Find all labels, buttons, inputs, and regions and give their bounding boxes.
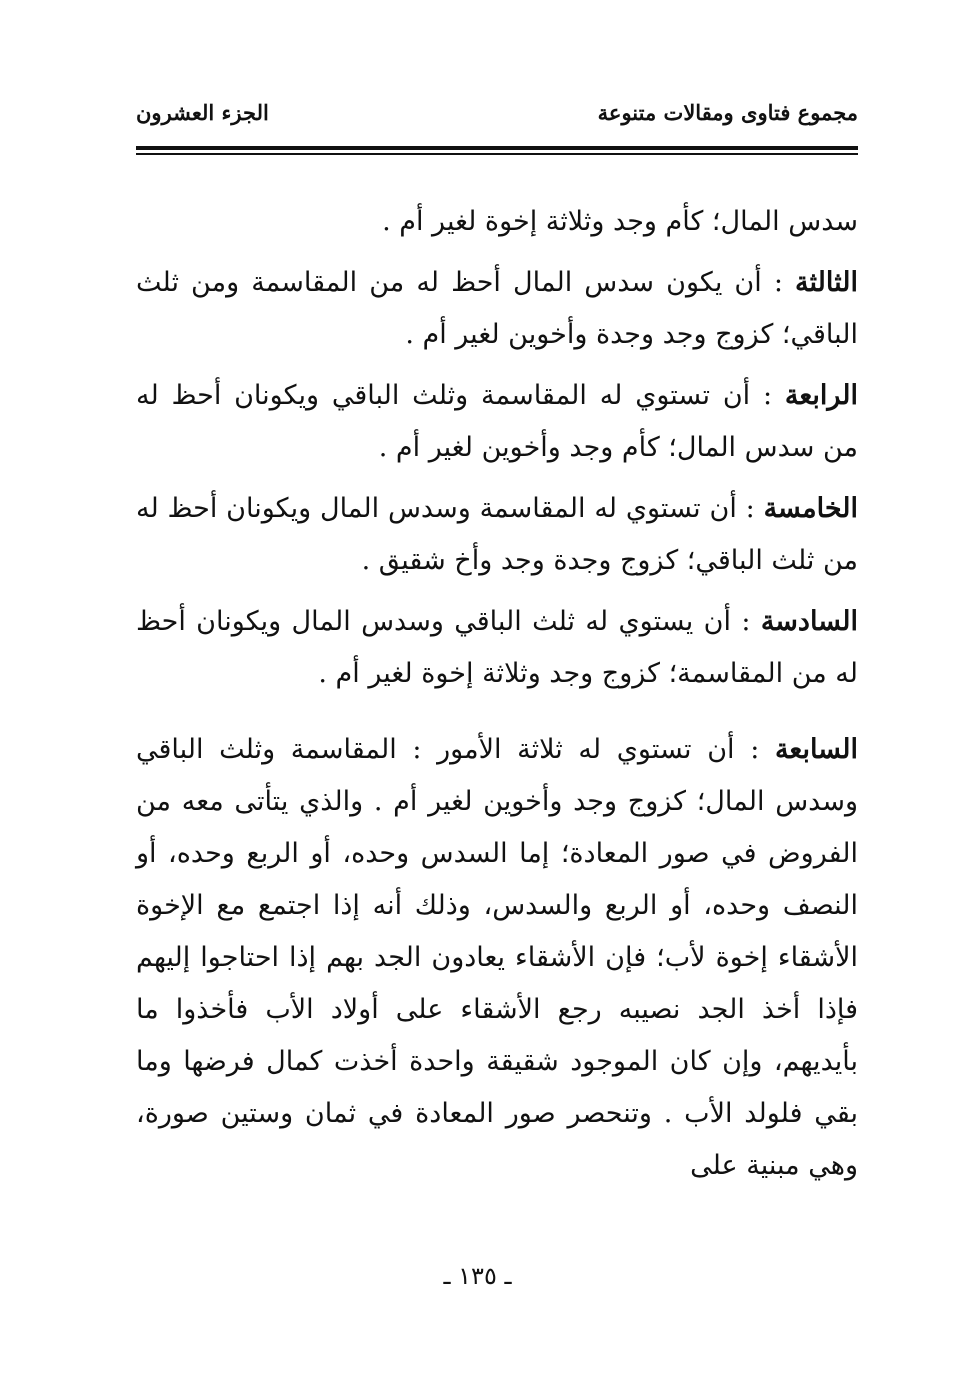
paragraph-third <box>136 257 858 361</box>
paragraph-keyword: الرابعة <box>784 380 858 411</box>
page-number: ـ ١٣٥ ـ <box>443 1262 512 1290</box>
paragraph-text: : أن تستوي له المقاسمة وثلث الباقي ويكونان أحظ له من سدس المال؛ كأم وجد وأخوين لغير أم . <box>136 380 858 463</box>
paragraph-text: : أن يكون سدس المال أحظ له من المقاسمة ومن ثلث الباقي؛ كزوج وجد وجدة وأخوين لغير أم . <box>136 267 858 350</box>
paragraph-keyword: السابعة <box>774 734 858 765</box>
paragraph-keyword: السادسة <box>760 606 858 637</box>
paragraph-sixth <box>136 596 858 700</box>
paragraph-text: سدس المال؛ كأم وجد وثلاثة إخوة لغير أم . <box>382 206 858 237</box>
paragraph-fourth <box>136 370 858 474</box>
page-body <box>136 196 858 1201</box>
book-title: مجموع فتاوى ومقالات متنوعة <box>597 100 858 125</box>
volume-label: الجزء العشرون <box>136 100 269 125</box>
paragraph-text: : أن تستوي له ثلاثة الأمور : المقاسمة وثلث الباقي وسدس المال؛ كزوج وجد وأخوين لغير أم . والذي يتأتى معه من الفروض في صور المعادة؛ إما السدس وحده، أو الربع وحده، أو النصف وحده، أو الربع والسدس، وذلك أنه إذا اجتمع مع الإخوة الأشقاء إخوة لأب؛ فإن الأشقاء يعادون الجد بهم إذا احتاجوا إليهم فإذا أخذ الجد نصيبه رجع الأشقاء على أولاد الأب فأخذوا ما بأيديهم، وإن كان الموجود شقيقة واحدة أخذت كمال فرضها وما بقي فلولد الأب . وتنحصر صور المعادة في ثمان وستين صورة، وهي مبنية على <box>136 734 858 1181</box>
header-rule-thick <box>136 146 858 150</box>
paragraph-keyword: الخامسة <box>763 493 858 524</box>
running-header <box>136 100 858 140</box>
paragraph-text: : أن تستوي له المقاسمة وسدس المال ويكونان أحظ له من ثلث الباقي؛ كزوج وجدة وجد وأخ شقيق . <box>136 493 858 576</box>
paragraph-fifth <box>136 483 858 587</box>
header-rule-thin <box>136 153 858 155</box>
paragraph-continuation <box>136 196 858 248</box>
paragraph-keyword: الثالثة <box>795 267 858 298</box>
paragraph-text: : أن يستوي له ثلث الباقي وسدس المال ويكونان أحظ له من المقاسمة؛ كزوج وجد وثلاثة إخوة لغير أم . <box>136 606 858 689</box>
paragraph-seventh <box>136 724 858 1192</box>
